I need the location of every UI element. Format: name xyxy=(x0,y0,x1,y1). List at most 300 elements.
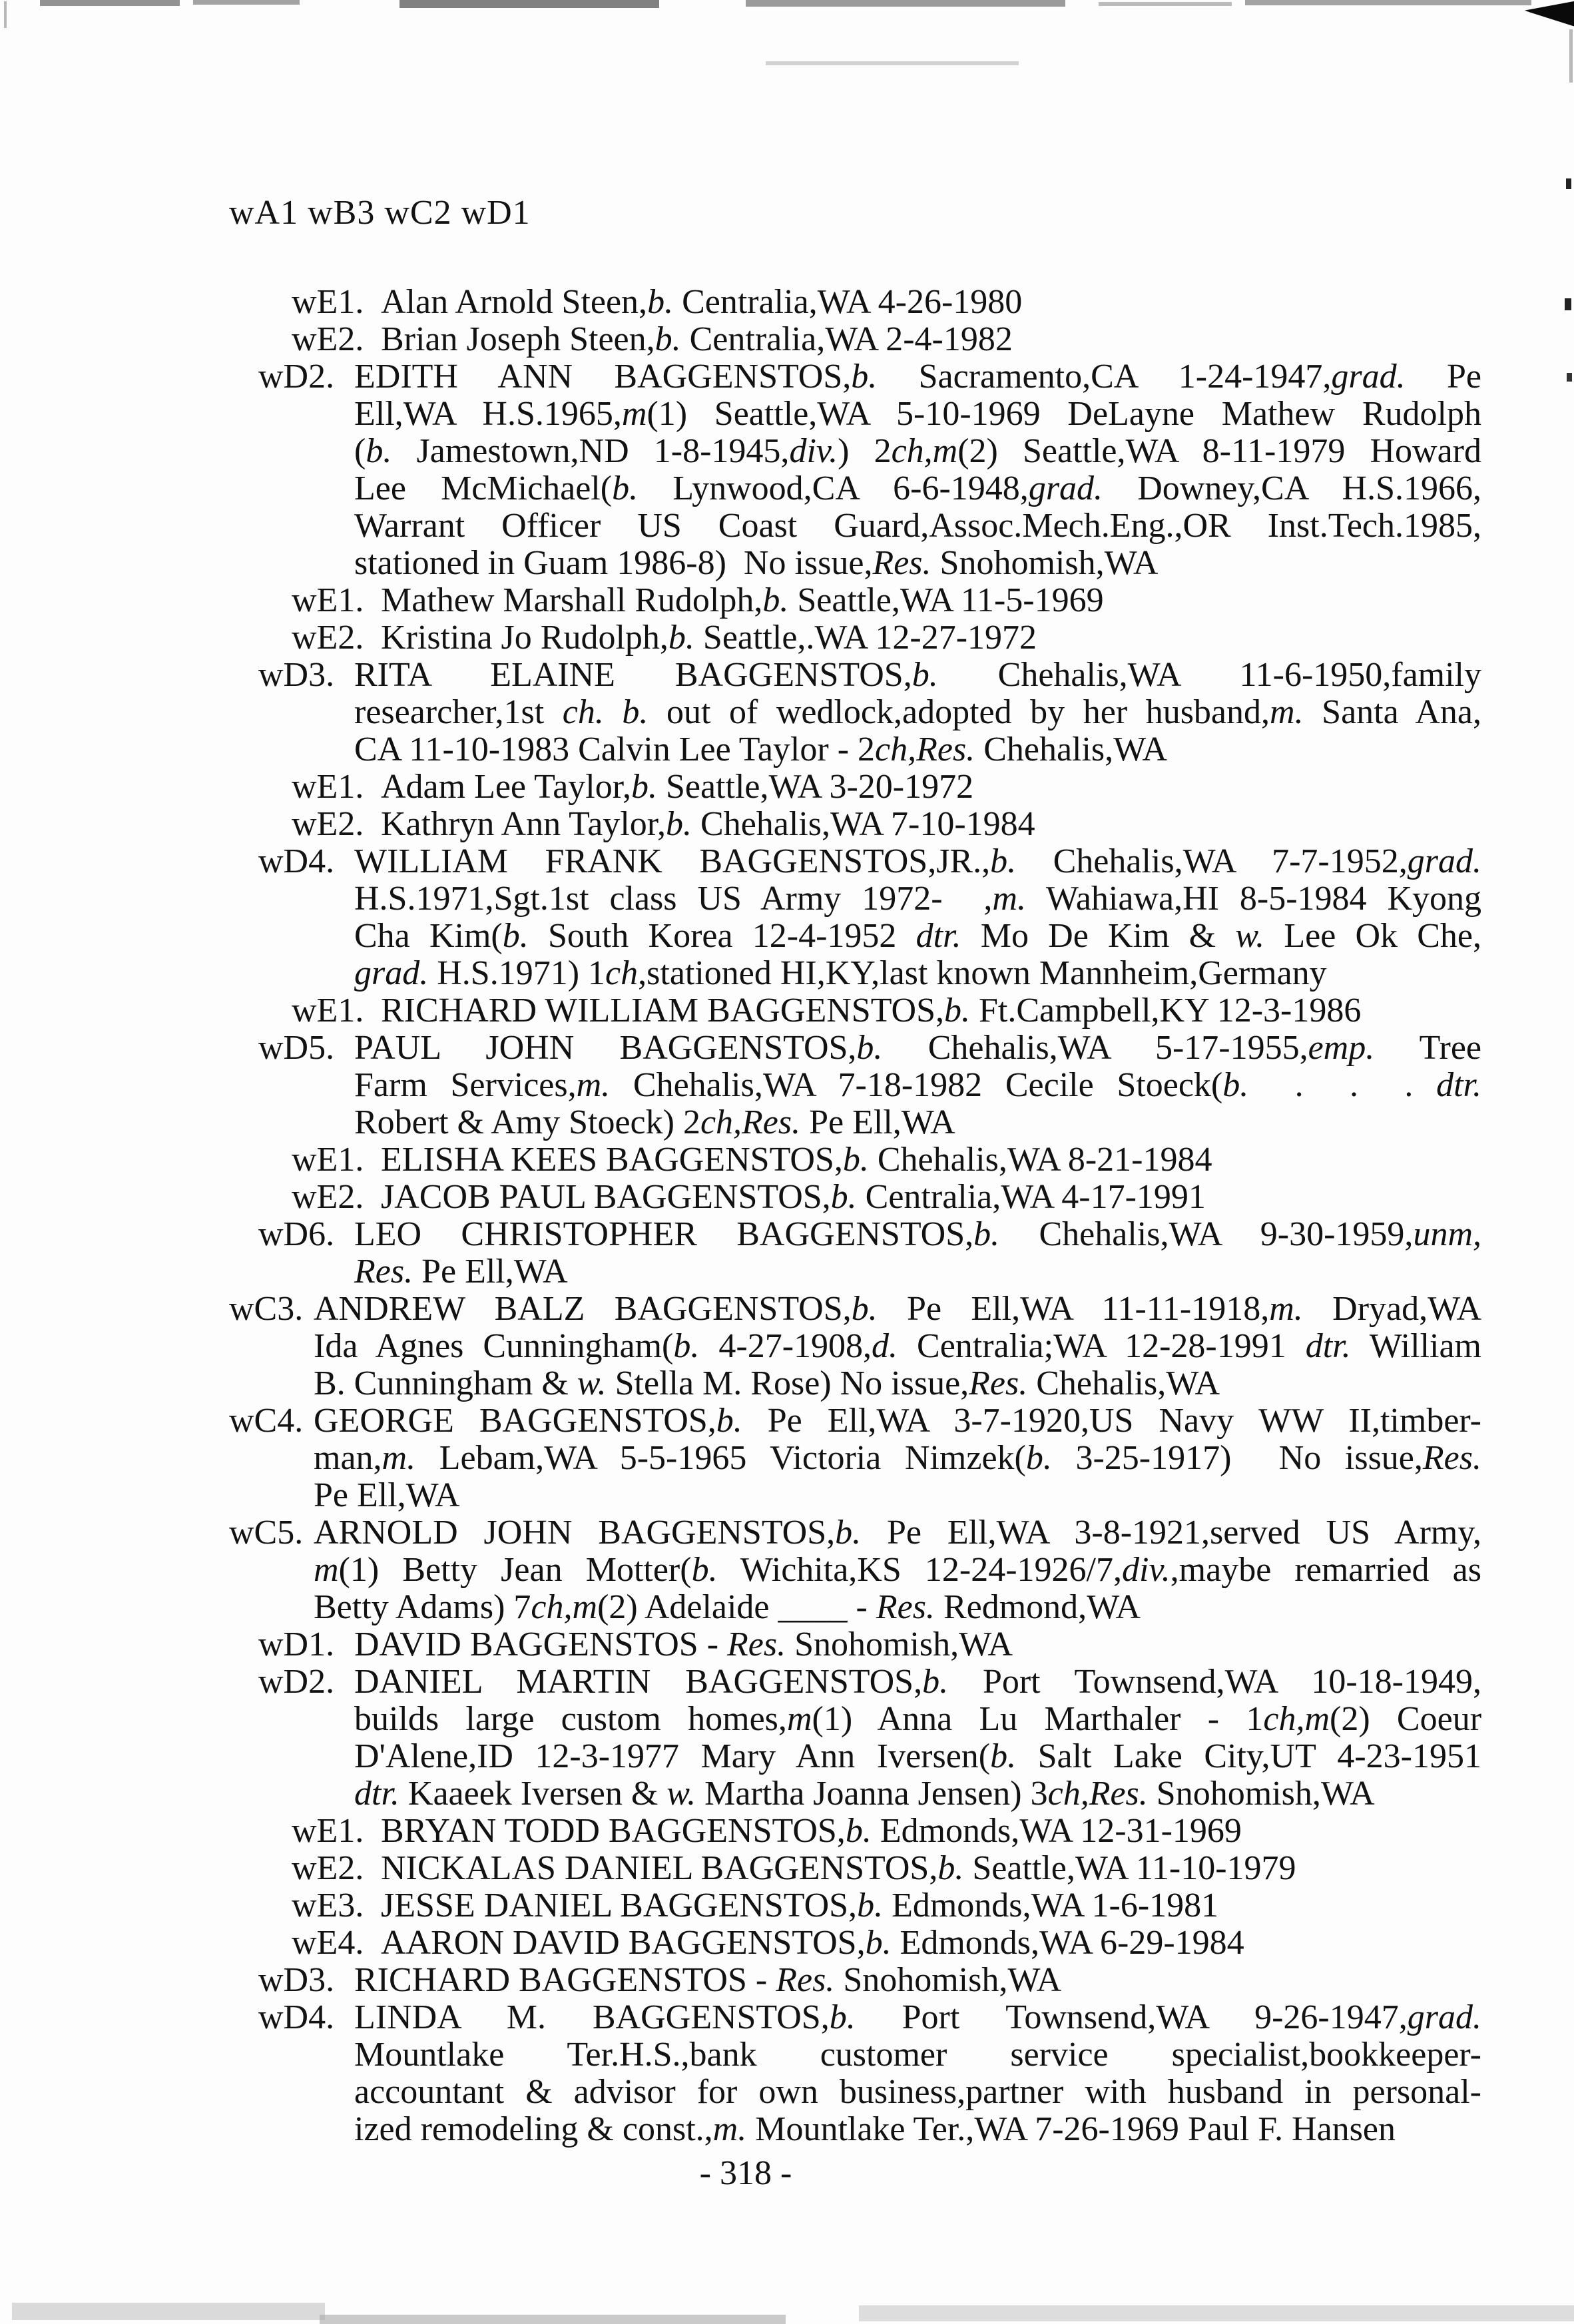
entry-line xyxy=(381,1141,1481,1179)
entry-line xyxy=(354,396,1481,433)
entry-text: Kathryn Ann Taylor, xyxy=(381,805,666,843)
entry-label: wE2. xyxy=(292,1178,364,1216)
abbrev-italic: b. xyxy=(631,768,657,806)
abbrev-italic: m xyxy=(786,1700,812,1738)
entry-text: CA 11-10-1983 Calvin Lee Taylor - 2 xyxy=(354,730,876,768)
abbrev-italic: Res. xyxy=(354,1253,413,1291)
genealogy-entry xyxy=(0,321,1574,358)
abbrev-italic: b. xyxy=(922,1663,949,1701)
genealogy-entry xyxy=(0,1663,1574,1813)
entry-text: WILLIAM FRANK BAGGENSTOS,JR., xyxy=(354,842,991,880)
entry-text: Adam Lee Taylor, xyxy=(381,768,631,806)
genealogy-entry xyxy=(0,582,1574,619)
abbrev-italic: b. xyxy=(865,1924,892,1962)
abbrev-italic: b. xyxy=(830,1178,857,1216)
entry-text: Wichita,KS 12-24-1926/7, xyxy=(717,1551,1122,1589)
abbrev-italic: w. xyxy=(666,1775,696,1813)
abbrev-italic: b. xyxy=(716,1402,742,1440)
entry-text: Stella M. Rose) No issue, xyxy=(606,1364,969,1402)
entry-text: JACOB PAUL BAGGENSTOS, xyxy=(381,1178,831,1216)
abbrev-italic: emp. xyxy=(1308,1029,1375,1067)
abbrev-italic: b. xyxy=(612,469,639,507)
entry-label: wD4. xyxy=(258,842,335,880)
abbrev-italic: b. xyxy=(829,1998,856,2036)
abbrev-italic: d. xyxy=(872,1327,898,1365)
entry-text: Farm Services, xyxy=(354,1066,577,1104)
entry-line xyxy=(354,694,1481,731)
entry-label: wE1. xyxy=(292,1812,364,1850)
entry-text: Pe Ell,WA xyxy=(800,1103,955,1141)
abbrev-italic: ch,m xyxy=(531,1588,598,1626)
genealogy-entry xyxy=(0,1850,1574,1887)
entry-text: LINDA M. BAGGENSTOS, xyxy=(354,1998,830,2036)
abbrev-italic: Res. xyxy=(969,1364,1028,1402)
entry-text: JESSE DANIEL BAGGENSTOS, xyxy=(381,1887,858,1924)
entry-text: GEORGE BAGGENSTOS, xyxy=(314,1402,716,1440)
entry-text: Chehalis,WA 11-6-1950,family xyxy=(937,656,1482,694)
entry-text: accountant & advisor for own business,partner with husband in personal- xyxy=(354,2073,1481,2111)
entry-text: Alan Arnold Steen, xyxy=(381,283,648,321)
abbrev-italic: b. xyxy=(944,992,970,1029)
scan-artifact-top-edge xyxy=(1245,0,1531,5)
entry-text: Lee McMichael( xyxy=(354,469,613,507)
entry-text: ,stationed HI,KY,last known Mannheim,Germany xyxy=(638,954,1327,992)
entry-text: Mo De Kim & xyxy=(961,917,1236,955)
entry-label: wE1. xyxy=(292,283,364,321)
entry-text: Seattle,WA 3-20-1972 xyxy=(656,768,974,806)
entry-line xyxy=(354,1029,1481,1067)
entry-text: D'Alene,ID 12-3-1977 Mary Ann Iversen( xyxy=(354,1737,991,1775)
entry-line xyxy=(381,768,1481,806)
entry-text: RITA ELAINE BAGGENSTOS, xyxy=(354,656,912,694)
entry-line xyxy=(381,1924,1481,1962)
abbrev-italic: div. xyxy=(1122,1551,1171,1589)
entry-text: Pe xyxy=(1405,358,1482,396)
entry-text: 3-25-1917) No issue, xyxy=(1051,1439,1423,1477)
entry-text: ARNOLD JOHN BAGGENSTOS, xyxy=(314,1514,836,1552)
abbrev-italic: b. xyxy=(1222,1066,1249,1104)
entry-text: Kaaeek Iversen & xyxy=(399,1775,667,1813)
entry-text: Kristina Jo Rudolph, xyxy=(381,619,668,657)
entry-text: NICKALAS DANIEL BAGGENSTOS, xyxy=(381,1849,938,1887)
genealogy-entry xyxy=(0,284,1574,321)
abbrev-italic: w. xyxy=(577,1364,607,1402)
entry-text: DANIEL MARTIN BAGGENSTOS, xyxy=(354,1663,923,1701)
genealogy-entry xyxy=(0,1291,1574,1402)
abbrev-italic: ch xyxy=(605,954,639,992)
entry-text: Snohomish,WA xyxy=(931,544,1159,582)
genealogy-entry xyxy=(0,1029,1574,1141)
entry-text: Jamestown,ND 1-8-1945, xyxy=(392,432,790,470)
entry-text: Mountlake Ter.,WA 7-26-1969 Paul F. Hansen xyxy=(746,2110,1396,2148)
entry-text: Ft.Campbell,KY 12-3-1986 xyxy=(970,992,1362,1029)
entry-line xyxy=(354,1067,1481,1104)
entry-text: South Korea 12-4-1952 xyxy=(528,917,916,955)
entry-text: Downey,CA H.S.1966, xyxy=(1103,469,1481,507)
entry-text: ized remodeling & const., xyxy=(354,2110,713,2148)
abbrev-italic: Res. xyxy=(1422,1439,1481,1477)
entry-text: RICHARD WILLIAM BAGGENSTOS, xyxy=(381,992,944,1029)
genealogy-entry xyxy=(0,1402,1574,1514)
abbrev-italic: m. xyxy=(992,880,1026,918)
entry-label: wE1. xyxy=(292,992,364,1029)
entry-text: RICHARD BAGGENSTOS - xyxy=(354,1961,776,1999)
entry-text: Robert & Amy Stoeck) 2 xyxy=(354,1103,700,1141)
entry-text: out of wedlock,adopted by her husband, xyxy=(648,693,1270,731)
entry-text: Chehalis,WA 7-7-1952, xyxy=(1016,842,1408,880)
entry-label: wE3. xyxy=(292,1887,364,1924)
entry-line xyxy=(381,619,1481,657)
entry-text: Mountlake Ter.H.S.,bank customer service specialist,bookkeeper- xyxy=(354,2036,1481,2074)
abbrev-italic: m. xyxy=(1269,1290,1303,1328)
abbrev-italic: b. xyxy=(673,1327,700,1365)
genealogy-entry xyxy=(0,1179,1574,1216)
entry-text: builds large custom homes, xyxy=(354,1700,787,1738)
entry-label: wE2. xyxy=(292,320,364,358)
entry-text: (1) Anna Lu Marthaler - 1 xyxy=(812,1700,1264,1738)
abbrev-italic: b. xyxy=(937,1849,964,1887)
entry-line xyxy=(381,992,1481,1029)
entry-text: Redmond,WA xyxy=(934,1588,1141,1626)
entry-line xyxy=(354,918,1481,955)
genealogy-entry xyxy=(0,1813,1574,1850)
abbrev-italic: b. xyxy=(856,1029,883,1067)
entry-text: Pe Ell,WA 3-7-1920,US Navy WW II,timber- xyxy=(742,1402,1481,1440)
scan-artifact-speck xyxy=(1566,178,1571,189)
entry-line xyxy=(381,321,1481,358)
scan-artifact-top-edge xyxy=(746,0,1065,7)
entry-text: Dryad,WA xyxy=(1302,1290,1481,1328)
entry-text: Pe Ell,WA 11-11-1918, xyxy=(877,1290,1270,1328)
entry-label: wE2. xyxy=(292,619,364,657)
abbrev-italic: ch,Res. xyxy=(875,730,975,768)
genealogy-entry xyxy=(0,806,1574,843)
entry-line xyxy=(354,470,1481,507)
entry-line xyxy=(354,955,1481,992)
entry-label: wC5. xyxy=(229,1514,304,1552)
entry-text: LEO CHRISTOPHER BAGGENSTOS, xyxy=(354,1215,974,1253)
entry-line xyxy=(354,2036,1481,2074)
entry-label: wC3. xyxy=(229,1290,304,1328)
abbrev-italic: dtr. xyxy=(1305,1327,1351,1365)
entry-text: H.S.1971) 1 xyxy=(428,954,606,992)
abbrev-italic: b. xyxy=(845,1812,872,1850)
abbrev-italic: m xyxy=(621,395,647,433)
entry-text: ,maybe remarried as xyxy=(1170,1551,1481,1589)
entry-text: Chehalis,WA 7-18-1982 Cecile Stoeck( xyxy=(610,1066,1223,1104)
abbrev-italic: Res. xyxy=(727,1625,786,1663)
abbrev-italic: dtr. xyxy=(354,1775,399,1813)
abbrev-italic: w. xyxy=(1235,917,1265,955)
entry-text: Lebam,WA 5-5-1965 Victoria Nimzek( xyxy=(415,1439,1026,1477)
entry-text: Lynwood,CA 6-6-1948, xyxy=(638,469,1029,507)
entry-line xyxy=(354,433,1481,470)
abbrev-italic: m. xyxy=(576,1066,611,1104)
entry-line xyxy=(354,2074,1481,2111)
abbrev-italic: ch,m xyxy=(891,432,958,470)
entry-text: (2) Seattle,WA 8-11-1979 Howard xyxy=(957,432,1481,470)
entry-line xyxy=(354,843,1481,880)
entry-text: (2) Coeur xyxy=(1330,1700,1482,1738)
entry-text: Brian Joseph Steen, xyxy=(381,320,655,358)
abbrev-italic: b. xyxy=(851,1290,878,1328)
entry-label: wD1. xyxy=(258,1625,335,1663)
entry-text: man, xyxy=(314,1439,382,1477)
abbrev-italic: b. xyxy=(851,358,878,396)
entry-text: Ell,WA H.S.1965, xyxy=(354,395,622,433)
abbrev-italic: ch,Res. xyxy=(1047,1775,1148,1813)
abbrev-italic: dtr. xyxy=(916,917,961,955)
entry-label: wE1. xyxy=(292,768,364,806)
entry-label: wE1. xyxy=(292,1141,364,1179)
entry-text: stationed in Guam 1986-8) No issue, xyxy=(354,544,873,582)
entry-label: wE2. xyxy=(292,1849,364,1887)
genealogy-entry xyxy=(0,1924,1574,1962)
genealogy-entry xyxy=(0,619,1574,657)
entry-text: Centralia;WA 12-28-1991 xyxy=(898,1327,1306,1365)
abbrev-italic: b. xyxy=(857,1887,884,1924)
abbrev-italic: b. xyxy=(973,1215,1000,1253)
abbrev-italic: grad. xyxy=(1331,358,1406,396)
entry-line xyxy=(354,1663,1481,1701)
abbrev-italic: grad. xyxy=(1028,469,1103,507)
abbrev-italic: grad. xyxy=(1407,842,1481,880)
entry-line xyxy=(354,1999,1481,2036)
genealogy-entry xyxy=(0,657,1574,768)
genealogy-entry xyxy=(0,768,1574,806)
entry-text: Cha Kim( xyxy=(354,917,503,955)
entry-line xyxy=(381,806,1481,843)
page-number: - 318 - xyxy=(699,2154,792,2192)
entry-line xyxy=(354,1701,1481,1738)
entry-line xyxy=(354,1962,1481,1999)
entry-text: Pe Ell,WA xyxy=(314,1476,460,1514)
abbrev-italic: dtr. xyxy=(1436,1066,1481,1104)
entry-text: H.S.1971,Sgt.1st class US Army 1972- , xyxy=(354,880,993,918)
entry-text: Snohomish,WA xyxy=(786,1625,1013,1663)
genealogy-entry xyxy=(0,358,1574,582)
entry-line xyxy=(314,1440,1481,1477)
abbrev-italic: m. xyxy=(382,1439,416,1477)
abbrev-italic: Res. xyxy=(872,544,931,582)
abbrev-italic: grad. xyxy=(354,954,429,992)
entry-text: Chehalis,WA 5-17-1955, xyxy=(882,1029,1308,1067)
entry-text: Port Townsend,WA 10-18-1949, xyxy=(948,1663,1481,1701)
entry-text: Pe Ell,WA 3-8-1921,served US Army, xyxy=(861,1514,1481,1552)
entry-line xyxy=(381,1887,1481,1924)
entry-text: Edmonds,WA 6-29-1984 xyxy=(891,1924,1244,1962)
genealogy-entry xyxy=(0,1514,1574,1626)
genealogy-entry xyxy=(0,1962,1574,1999)
entry-line xyxy=(381,1179,1481,1216)
entry-text: Lee Ok Che, xyxy=(1264,917,1481,955)
entry-label: wE2. xyxy=(292,805,364,843)
entry-line xyxy=(314,1552,1481,1589)
abbrev-italic: b. xyxy=(691,1551,718,1589)
entry-text: Port Townsend,WA 9-26-1947, xyxy=(855,1998,1408,2036)
genealogy-entry xyxy=(0,1999,1574,2148)
genealogy-entry xyxy=(0,1141,1574,1179)
genealogy-entry xyxy=(0,1216,1574,1291)
entry-text: ANDREW BALZ BAGGENSTOS, xyxy=(314,1290,852,1328)
entry-text: PAUL JOHN BAGGENSTOS, xyxy=(354,1029,857,1067)
entry-label: wD5. xyxy=(258,1029,335,1067)
entry-line xyxy=(314,1514,1481,1552)
entry-text: Centralia,WA 4-26-1980 xyxy=(673,283,1023,321)
entry-text: Edmonds,WA 1-6-1981 xyxy=(883,1887,1219,1924)
genealogy-entry xyxy=(0,843,1574,992)
entry-label: wD2. xyxy=(258,1663,335,1701)
entry-line xyxy=(314,1365,1481,1402)
entry-text: (2) Adelaide ____ - xyxy=(597,1588,876,1626)
abbrev-italic: b. xyxy=(647,283,674,321)
entry-text: Wahiawa,HI 8-5-1984 Kyong xyxy=(1025,880,1481,918)
entry-text: Centralia,WA 4-17-1991 xyxy=(856,1178,1206,1216)
entry-label: wD6. xyxy=(258,1215,335,1253)
entry-text: researcher,1st xyxy=(354,693,563,731)
abbrev-italic: b. xyxy=(762,581,789,619)
abbrev-italic: m. xyxy=(712,2110,747,2148)
entry-text: William xyxy=(1350,1327,1482,1365)
entry-label: wD3. xyxy=(258,656,335,694)
entry-text: Edmonds,WA 12-31-1969 xyxy=(871,1812,1242,1850)
entry-text: Snohomish,WA xyxy=(1147,1775,1375,1813)
entry-label: wE1. xyxy=(292,581,364,619)
entry-text: Ida Agnes Cunningham( xyxy=(314,1327,674,1365)
scan-artifact-bottom-edge xyxy=(859,2305,1574,2321)
entry-text: Martha Joanna Jensen) 3 xyxy=(696,1775,1048,1813)
entry-line xyxy=(354,1253,1481,1291)
entry-list xyxy=(0,284,1574,2148)
entry-line xyxy=(354,731,1481,768)
scan-artifact-top-edge xyxy=(1099,2,1232,6)
abbrev-italic: b. xyxy=(990,1737,1017,1775)
entry-text: ELISHA KEES BAGGENSTOS, xyxy=(381,1141,843,1179)
entry-label: wD4. xyxy=(258,1998,335,2036)
entry-text: Warrant Officer US Coast Guard,Assoc.Mech.Eng.,OR Inst.Tech.1985, xyxy=(354,507,1481,545)
genealogy-entry xyxy=(0,1887,1574,1924)
abbrev-italic: m xyxy=(314,1551,339,1589)
abbrev-italic: b. xyxy=(1025,1439,1052,1477)
entry-text: B. Cunningham & xyxy=(314,1364,577,1402)
generation-code-header: wA1 wB3 wC2 wD1 xyxy=(229,194,531,232)
abbrev-italic: Res. xyxy=(776,1961,835,1999)
scan-artifact-top-edge xyxy=(399,0,659,8)
entry-text: Mathew Marshall Rudolph, xyxy=(381,581,763,619)
abbrev-italic: ch. b. xyxy=(562,693,649,731)
entry-text: Santa Ana, xyxy=(1303,693,1482,731)
abbrev-italic: unm, xyxy=(1413,1215,1481,1253)
scan-artifact-left-edge xyxy=(4,1,7,28)
abbrev-italic: ch,m xyxy=(1263,1700,1330,1738)
entry-label: wD3. xyxy=(258,1961,335,1999)
entry-line xyxy=(381,1813,1481,1850)
entry-line xyxy=(381,582,1481,619)
entry-text: ( xyxy=(354,432,366,470)
abbrev-italic: b. xyxy=(912,656,938,694)
abbrev-italic: b. xyxy=(990,842,1017,880)
entry-text: Betty Adams) 7 xyxy=(314,1588,531,1626)
entry-line xyxy=(354,358,1481,396)
entry-text: Seattle,.WA 12-27-1972 xyxy=(694,619,1037,657)
entry-text: Seattle,WA 11-5-1969 xyxy=(788,581,1104,619)
abbrev-italic: b. xyxy=(668,619,694,657)
entry-line xyxy=(354,657,1481,694)
entry-text: (1) Betty Jean Motter( xyxy=(338,1551,692,1589)
abbrev-italic: b. xyxy=(835,1514,862,1552)
entry-line xyxy=(354,1104,1481,1141)
abbrev-italic: Res. xyxy=(876,1588,935,1626)
entry-label: wE4. xyxy=(292,1924,364,1962)
abbrev-italic: b. xyxy=(655,320,681,358)
entry-text: Chehalis,WA 8-21-1984 xyxy=(868,1141,1212,1179)
entry-text: Salt Lake City,UT 4-23-1951 xyxy=(1016,1737,1481,1775)
entry-line xyxy=(354,507,1481,545)
entry-line xyxy=(381,1850,1481,1887)
entry-text: . . . xyxy=(1248,1066,1437,1104)
scan-artifact-faint-dash xyxy=(766,61,1019,65)
scan-artifact-right-sliver xyxy=(1569,29,1573,83)
entry-line xyxy=(354,1738,1481,1775)
abbrev-italic: grad. xyxy=(1407,1998,1481,2036)
entry-text: Centralia,WA 2-4-1982 xyxy=(680,320,1013,358)
entry-line xyxy=(314,1328,1481,1365)
entry-text: Pe Ell,WA xyxy=(413,1253,568,1291)
entry-text: ) 2 xyxy=(838,432,892,470)
genealogy-entry xyxy=(0,992,1574,1029)
genealogy-entry xyxy=(0,1626,1574,1663)
abbrev-italic: m. xyxy=(1270,693,1304,731)
abbrev-italic: b. xyxy=(502,917,529,955)
entry-text: EDITH ANN BAGGENSTOS, xyxy=(354,358,852,396)
entry-text: Chehalis,WA 9-30-1959, xyxy=(999,1215,1414,1253)
entry-text: Tree xyxy=(1374,1029,1481,1067)
entry-text: AARON DAVID BAGGENSTOS, xyxy=(381,1924,866,1962)
scan-artifact-top-edge xyxy=(193,0,300,5)
entry-text: Chehalis,WA 7-10-1984 xyxy=(692,805,1035,843)
abbrev-italic: ch,Res. xyxy=(700,1103,801,1141)
entry-line xyxy=(314,1402,1481,1440)
abbrev-italic: b. xyxy=(842,1141,869,1179)
entry-label: wD2. xyxy=(258,358,335,396)
entry-text: BRYAN TODD BAGGENSTOS, xyxy=(381,1812,846,1850)
scan-artifact-bottom-edge xyxy=(12,2303,325,2320)
entry-label: wC4. xyxy=(229,1402,304,1440)
entry-text: Sacramento,CA 1-24-1947, xyxy=(877,358,1332,396)
scan-artifact-corner-wedge xyxy=(1525,0,1574,31)
entry-text: 4-27-1908, xyxy=(699,1327,872,1365)
entry-line xyxy=(354,1216,1481,1253)
entry-text: Snohomish,WA xyxy=(834,1961,1062,1999)
entry-line xyxy=(381,284,1481,321)
entry-line xyxy=(314,1589,1481,1626)
scan-artifact-bottom-edge xyxy=(320,2315,786,2324)
entry-text: (1) Seattle,WA 5-10-1969 DeLayne Mathew Rudolph xyxy=(647,395,1481,433)
entry-line xyxy=(354,1626,1481,1663)
abbrev-italic: b. xyxy=(666,805,692,843)
entry-line xyxy=(354,880,1481,918)
entry-line xyxy=(354,2111,1481,2148)
abbrev-italic: div. xyxy=(789,432,838,470)
abbrev-italic: b. xyxy=(366,432,392,470)
entry-text: DAVID BAGGENSTOS - xyxy=(354,1625,728,1663)
scan-artifact-top-edge xyxy=(40,0,180,6)
entry-line xyxy=(314,1291,1481,1328)
entry-text: Seattle,WA 11-10-1979 xyxy=(963,1849,1296,1887)
entry-text: Chehalis,WA xyxy=(975,730,1168,768)
entry-text: Chehalis,WA xyxy=(1027,1364,1220,1402)
entry-line xyxy=(314,1477,1481,1514)
